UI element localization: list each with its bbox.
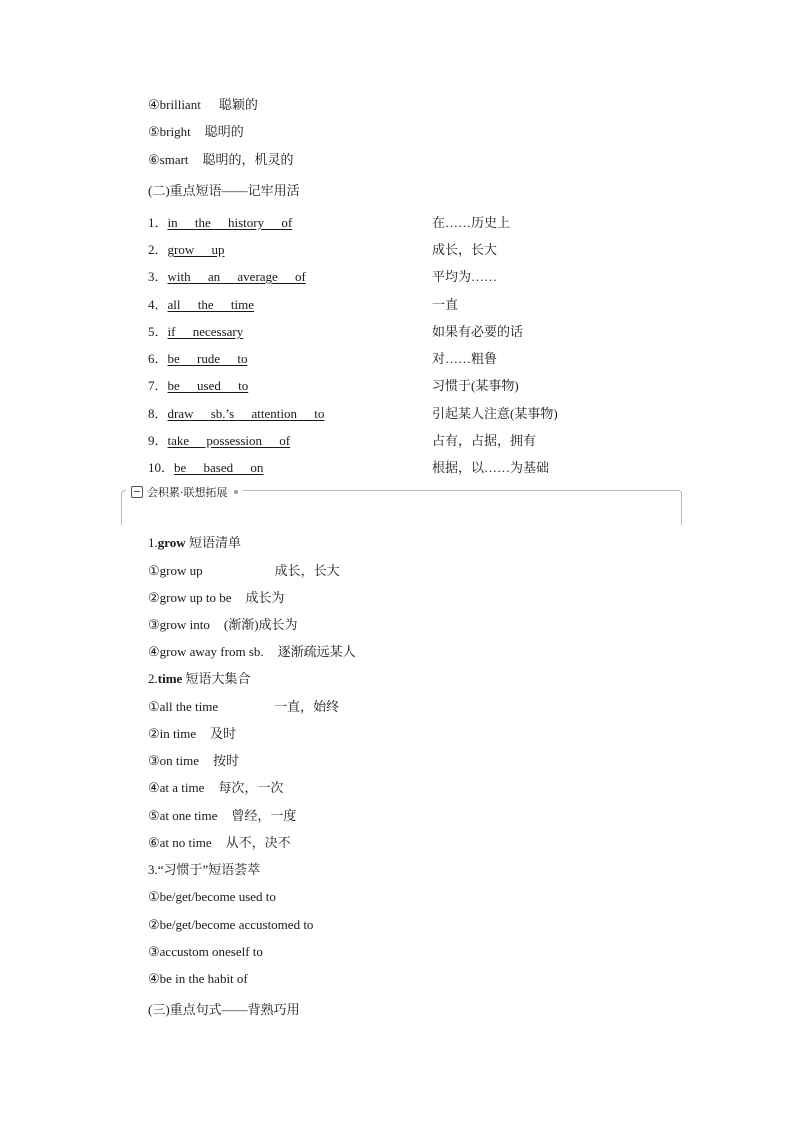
phrase-english: all the time — [167, 297, 254, 312]
intro-item-6 — [148, 152, 294, 168]
list-item — [148, 753, 239, 769]
phrase-number: 1． — [148, 215, 168, 230]
phrase-number: 6． — [148, 351, 168, 366]
list-item — [148, 590, 285, 606]
item-cn: (渐渐)成长为 — [223, 617, 298, 632]
list-item — [148, 835, 291, 851]
phrase-row — [148, 215, 292, 231]
phrase-number: 4． — [148, 297, 168, 312]
phrase-number: 8． — [148, 406, 168, 421]
intro-en: ⑥smart — [148, 152, 189, 167]
phrase-english: be used to — [167, 378, 249, 393]
group-keyword: grow — [157, 535, 186, 550]
phrase-chinese: 引起某人注意(某事物) — [432, 406, 558, 421]
list-item: ②be/get/become accustomed to — [148, 917, 314, 932]
item-cn: 一直，始终 — [274, 699, 340, 714]
phrase-chinese: 成长，长大 — [432, 242, 498, 257]
intro-en: ④brilliant — [148, 97, 201, 112]
item-en: ③on time — [148, 753, 200, 768]
item-cn: 成长，长大 — [274, 563, 340, 578]
list-item — [148, 780, 283, 796]
group-title-habit: 3.“习惯于”短语荟萃 — [148, 862, 261, 877]
phrase-number: 2． — [148, 242, 168, 257]
item-en: ⑥at no time — [148, 835, 212, 850]
list-item — [148, 808, 296, 824]
phrase-number: 5． — [148, 324, 168, 339]
phrase-row — [148, 406, 324, 422]
section-title: (三)重点句式——背熟巧用 — [148, 1002, 300, 1017]
list-item — [148, 699, 339, 715]
phrase-english: with an average of — [167, 269, 306, 284]
item-cn: 曾经，一度 — [231, 808, 297, 823]
dot-icon — [234, 490, 238, 494]
phrase-chinese: 占有，占据，拥有 — [432, 433, 537, 448]
item-en: ①grow up — [148, 563, 203, 578]
phrase-row — [148, 433, 290, 449]
phrase-row — [148, 269, 306, 285]
list-item — [148, 644, 356, 660]
phrase-number: 3． — [148, 269, 168, 284]
phrase-number: 10． — [148, 460, 175, 475]
group-number: 1. — [148, 535, 158, 550]
accumulation-box-tab — [126, 484, 243, 500]
phrase-english: draw sb.’s attention to — [167, 406, 325, 421]
list-item: ④be in the habit of — [148, 971, 248, 986]
phrase-english: if necessary — [167, 324, 244, 339]
phrase-row — [148, 378, 248, 394]
item-en: ②grow up to be — [148, 590, 232, 605]
item-cn: 逐渐疏远某人 — [277, 644, 356, 659]
group-title-text: 短语大集合 — [182, 671, 251, 686]
intro-item-5 — [148, 124, 244, 140]
item-cn: 每次，一次 — [218, 780, 284, 795]
group-title-time — [148, 671, 251, 687]
list-item: ①be/get/become used to — [148, 889, 276, 904]
item-cn: 成长为 — [245, 590, 285, 605]
list-item — [148, 726, 236, 742]
item-en: ④at a time — [148, 780, 205, 795]
phrase-english: grow up — [167, 242, 225, 257]
phrase-number: 7． — [148, 378, 168, 393]
group-number: 2. — [148, 671, 158, 686]
intro-cn: 聪明的，机灵的 — [202, 152, 294, 167]
intro-en: ⑤bright — [148, 124, 191, 139]
item-cn: 按时 — [213, 753, 240, 768]
intro-cn: 聪明的 — [204, 124, 244, 139]
item-cn: 从不，决不 — [225, 835, 291, 850]
item-en: ①all the time — [148, 699, 219, 714]
item-en: ④grow away from sb. — [148, 644, 264, 659]
phrase-row — [148, 297, 254, 313]
group-keyword: time — [157, 671, 183, 686]
item-en: ③grow into — [148, 617, 210, 632]
phrase-english: in the history of — [167, 215, 293, 230]
group-title-text: 短语清单 — [185, 535, 241, 550]
box-title: 会积累·联想拓展 — [147, 486, 228, 499]
phrase-row — [148, 351, 248, 367]
phrase-row — [148, 324, 243, 340]
phrase-english: take possession of — [167, 433, 291, 448]
phrase-english: be based on — [174, 460, 264, 475]
intro-cn: 聪颖的 — [218, 97, 258, 112]
item-cn: 及时 — [210, 726, 237, 741]
list-item — [148, 617, 298, 633]
phrase-chinese: 平均为…… — [432, 269, 498, 284]
phrase-chinese: 根据，以……为基础 — [432, 460, 550, 475]
book-icon — [131, 486, 143, 498]
phrase-chinese: 习惯于(某事物) — [432, 378, 519, 393]
item-en: ②in time — [148, 726, 197, 741]
phrase-chinese: 在……历史上 — [432, 215, 511, 230]
phrase-chinese: 对……粗鲁 — [432, 351, 498, 366]
phrase-chinese: 一直 — [432, 297, 459, 312]
phrase-row — [148, 242, 224, 258]
list-item: ③accustom oneself to — [148, 944, 263, 959]
section-title: (二)重点短语——记牢用活 — [148, 183, 300, 198]
phrase-chinese: 如果有必要的话 — [432, 324, 524, 339]
item-en: ⑤at one time — [148, 808, 218, 823]
list-item — [148, 563, 340, 579]
intro-item-4 — [148, 97, 258, 113]
group-title-grow — [148, 535, 241, 551]
phrase-number: 9． — [148, 433, 168, 448]
phrase-row — [148, 460, 263, 476]
phrase-english: be rude to — [167, 351, 248, 366]
